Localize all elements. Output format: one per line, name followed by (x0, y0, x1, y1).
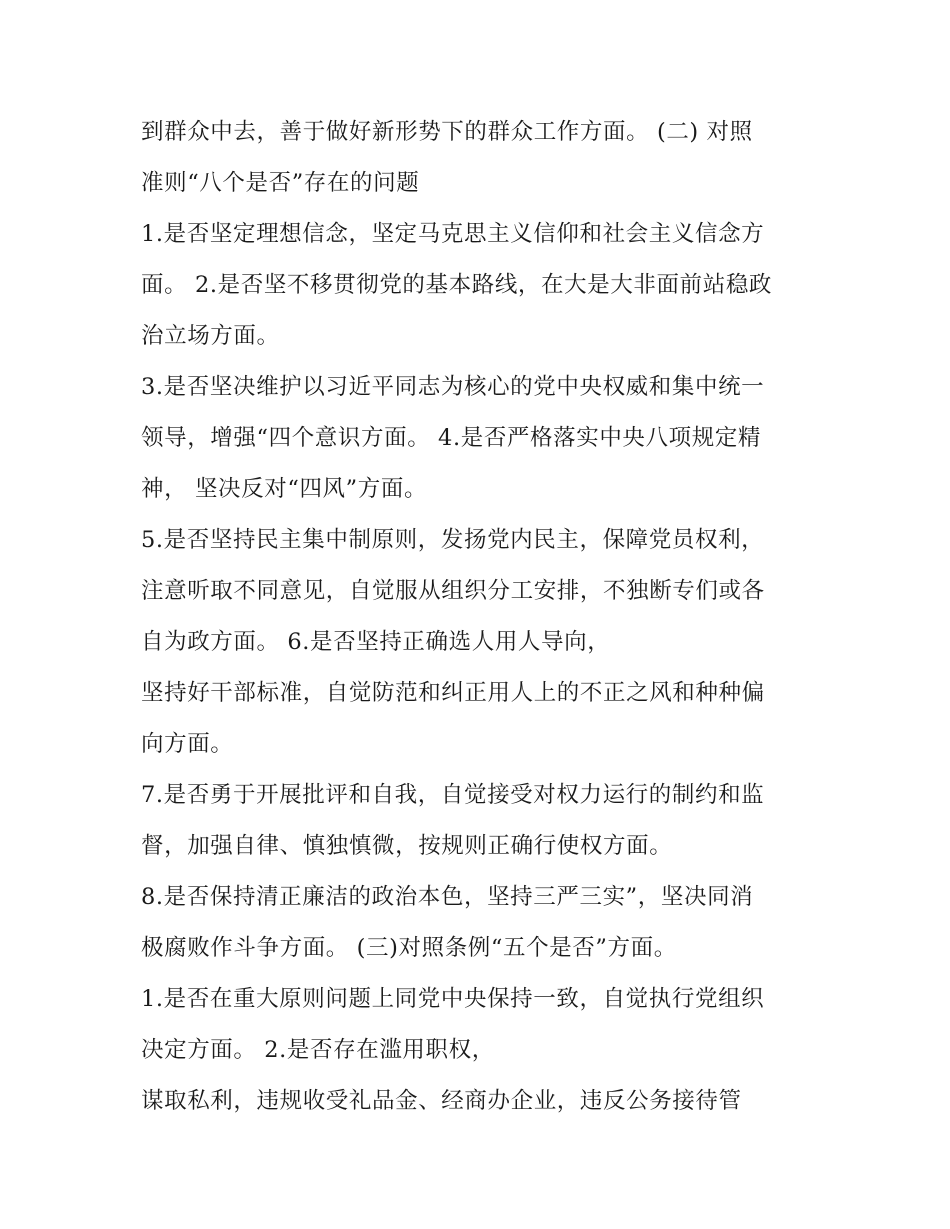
text-line: 谋取私利，违规收受礼品金、经商办企业，违反公务接待管 (141, 1088, 742, 1114)
text-line: 向方面。 (141, 731, 234, 757)
text-line: 决定方面。 2.是否存在滥用职权， (141, 1037, 495, 1063)
text-line: 治立场方面。 (141, 323, 280, 349)
text-line: 领导，增强“四个意识方面。 4.是否严格落实中央八项规定精 (141, 425, 762, 451)
text-line: 8.是否保持清正廉洁的政治本色，坚持三严三实”，坚决同消 (141, 884, 754, 910)
text-line: 1.是否在重大原则问题上同党中央保持一致，自觉执行党组织 (141, 986, 765, 1012)
text-line: 7.是否勇于开展批评和自我，自觉接受对权力运行的制约和监 (141, 782, 765, 808)
text-line: 极腐败作斗争方面。 (三)对照条例“五个是否”方面。 (141, 935, 677, 961)
text-line: 1.是否坚定理想信念，坚定马克思主义信仰和社会主义信念方 (141, 221, 765, 247)
body-text (141, 107, 821, 1127)
text-line: 注意听取不同意见，自觉服从组织分工安排，不独断专们或各 (141, 578, 765, 604)
text-line: 准则“八个是否”存在的问题 (141, 170, 420, 196)
text-line: 面。 2.是否坚不移贯彻党的基本路线，在大是大非面前站稳政 (141, 272, 773, 298)
text-line: 神， 坚决反对“四风”方面。 (141, 476, 428, 502)
text-line: 督，加强自律、慎独慎微，按规则正确行使权方面。 (141, 833, 673, 859)
text-line: 到群众中去，善于做好新形势下的群众工作方面。 (二) 对照 (141, 119, 753, 145)
text-line: 5.是否坚持民主集中制原则，发扬党内民主，保障党员权利， (141, 527, 765, 553)
text-line: 自为政方面。 6.是否坚持正确选人用人导向， (141, 629, 611, 655)
text-line: 3.是否坚决维护以习近平同志为核心的党中央权威和集中统一 (141, 374, 765, 400)
text-line: 坚持好干部标准，自觉防范和纠正用人上的不正之风和种种偏 (141, 680, 765, 706)
